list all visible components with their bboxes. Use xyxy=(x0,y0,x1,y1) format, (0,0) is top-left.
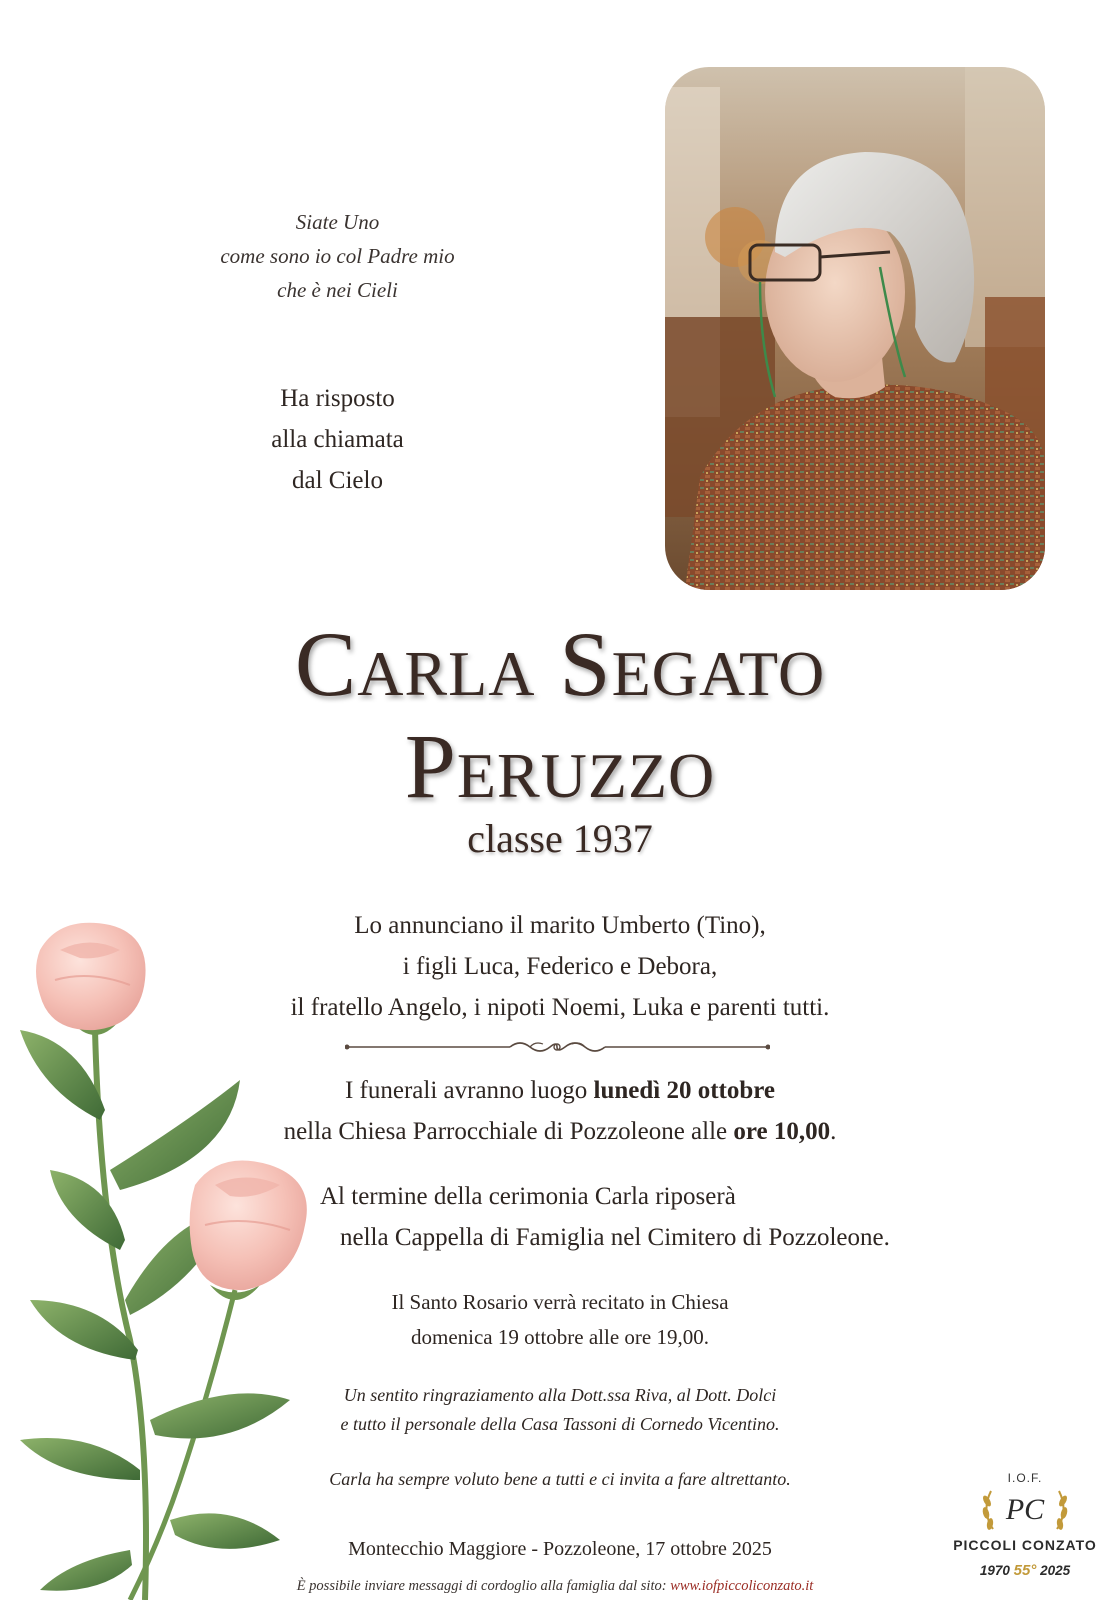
portrait-photo xyxy=(665,67,1045,590)
funeral-line2: nella Chiesa Parrocchiale di Pozzoleone alle ore 10,00. xyxy=(283,1118,837,1145)
called-line: alla chiamata xyxy=(271,426,404,453)
announcement-line: i figli Luca, Federico e Debora, xyxy=(402,953,718,980)
funeral-date: lunedì 20 ottobre xyxy=(593,1077,776,1104)
called-line: Ha risposto xyxy=(280,385,395,412)
logo-iof-text: I.O.F. xyxy=(1007,1471,1043,1485)
logo-brand-name: PICCOLI CONZATO xyxy=(953,1537,1097,1553)
thanks-line2: e tutto il personale della Casa Tassoni di Cornedo Vicentino. xyxy=(340,1414,780,1434)
logo-monogram: PC xyxy=(1005,1493,1045,1526)
burial-line1: Al termine della cerimonia Carla riposerà xyxy=(320,1183,736,1210)
quote-line: come sono io col Padre mio xyxy=(220,244,455,268)
thanks-line1: Un sentito ringraziamento alla Dott.ssa Riva, al Dott. Dolci xyxy=(343,1385,777,1405)
deceased-name-line2: Peruzzo xyxy=(404,715,716,817)
announcement-line: Lo annunciano il marito Umberto (Tino), xyxy=(354,912,766,939)
announcement-line: il fratello Angelo, i nipoti Noemi, Luka e parenti tutti. xyxy=(290,994,830,1021)
funeral-line1: I funerali avranno luogo lunedì 20 ottobre xyxy=(344,1077,776,1104)
condolence-url-link[interactable]: www.iofpiccoliconzato.it xyxy=(670,1578,814,1594)
motto-text: Carla ha sempre voluto bene a tutti e ci invita a fare altrettanto. xyxy=(329,1469,791,1489)
burial-line2: nella Cappella di Famiglia nel Cimitero di Pozzoleone. xyxy=(340,1224,890,1251)
logo-years: 1970 55° 2025 xyxy=(979,1562,1071,1579)
condolence-footer: È possibile inviare messaggi di cordoglio alla famiglia dal sito: www.iofpiccoliconzato.it xyxy=(296,1578,814,1594)
burial-info xyxy=(280,1176,990,1258)
called-line: dal Cielo xyxy=(292,467,383,494)
deceased-name-line1: Carla Segato xyxy=(294,613,826,715)
birth-year: classe 1937 xyxy=(467,816,653,861)
laurel-monogram-icon xyxy=(975,1481,1075,1537)
scripture-quote xyxy=(150,205,525,307)
funeral-time: ore 10,00 xyxy=(733,1118,831,1145)
called-text xyxy=(180,378,495,501)
rosary-line2: domenica 19 ottobre alle ore 19,00. xyxy=(411,1325,709,1349)
rosary-line1: Il Santo Rosario verrà recitato in Chiesa xyxy=(391,1290,729,1314)
ornamental-divider xyxy=(345,1035,770,1059)
quote-line: che è nei Cieli xyxy=(277,278,398,302)
roses-illustration xyxy=(0,920,330,1600)
rosary-info xyxy=(290,1285,830,1355)
quote-line: Siate Uno xyxy=(295,210,380,234)
funeral-home-logo xyxy=(945,1465,1105,1585)
place-date: Montecchio Maggiore - Pozzoleone, 17 ottobre 2025 xyxy=(348,1538,772,1560)
